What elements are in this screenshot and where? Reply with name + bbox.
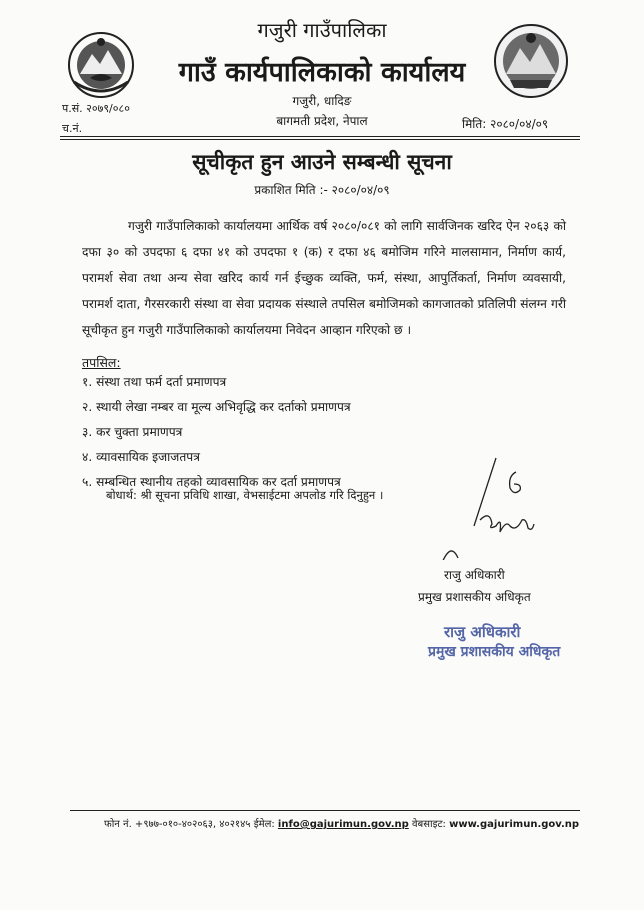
footer (104, 816, 579, 830)
list-item: २. स्थायी लेखा नम्बर वा मूल्य अभिवृद्धि कर दर्ताको प्रमाणपत्र (82, 400, 351, 414)
list-item: ५. सम्बन्धित स्थानीय तहको व्यावसायिक कर दर्ता प्रमाणपत्र (82, 475, 341, 489)
published-date: प्रकाशित मिति :- २०८०/०४/०९ (254, 183, 390, 197)
signer-name: राजु अधिकारी (444, 568, 505, 582)
notice-title: सूचीकृत हुन आउने सम्बन्धी सूचना (192, 150, 452, 174)
address-line-1: गजुरी, धादिङ (292, 94, 352, 108)
signer-title: प्रमुख प्रशासकीय अधिकृत (418, 590, 531, 604)
footer-email[interactable]: info@gajurimun.gov.np (277, 819, 409, 830)
list-item: १. संस्था तथा फर्म दर्ता प्रमाणपत्र (82, 375, 227, 389)
stamp-name: राजु अधिकारी (444, 623, 521, 641)
org-name: गजुरी गाउँपालिका (257, 18, 387, 42)
header-rule (60, 136, 580, 137)
handwritten-signature (430, 440, 550, 560)
notice-body: गजुरी गाउँपालिकाको कार्यालयमा आर्थिक वर्ष २०८०/०८१ को लागि सार्वजिनक खरिद ऐन २०६३ को दफा ३० को उपदफा ६ दफा ४१ को उपदफा १ (क) र दफा ४६ बमोजिम गरिने मालसामान, निर्माण कार्य, परामर्श सेवा तथा अन्य सेवा खरिद कार्य गर्न ईच्छुक व्यक्ति, फर्म, संस्था, आपुर्तिकर्ता, निर्माण व्यवसायी, परामर्श दाता, गैरसरकारी संस्था वा सेवा प्रदायक संस्थाले तपसिल बमोजिमको कागजातको प्रतिलिपी संलग्न गरी सूचीकृत हुन गजुरी गाउँपालिकाको कार्यालयमा निवेदन आव्हान गरिएको छ । (82, 219, 566, 337)
list-item: ३. कर चुक्ता प्रमाणपत्र (82, 425, 183, 439)
header-rule-secondary (60, 139, 580, 140)
office-name: गाउँ कार्यपालिकाको कार्यालय (178, 57, 466, 88)
list-item: ४. व्यावसायिक इजाजतपत्र (82, 450, 200, 464)
letter-date: मिति: २०८०/०४/०९ (462, 117, 549, 131)
footer-phone: फोन नं. +९७७-०१०-४०२०६३, ४०२१४५ (104, 819, 251, 830)
details-label: तपसिल: (82, 355, 121, 370)
footer-rule (70, 810, 580, 811)
stamp-title: प्रमुख प्रशासकीय अधिकृत (428, 644, 561, 660)
footer-website-label: वेबसाइट: (411, 819, 446, 830)
fiscal-year-ref: प.सं. २०७९/०८० (62, 102, 130, 115)
cc-line: बोधार्थ: श्री सूचना प्रविधि शाखा, वेभसाईटमा अपलोड गरि दिनुहुन । (106, 488, 384, 502)
footer-email-label: ईमेल: (253, 819, 275, 830)
address-line-2: बागमती प्रदेश, नेपाल (276, 114, 368, 128)
footer-website[interactable]: www.gajurimun.gov.np (449, 819, 580, 830)
dispatch-ref: च.नं. (62, 122, 83, 135)
